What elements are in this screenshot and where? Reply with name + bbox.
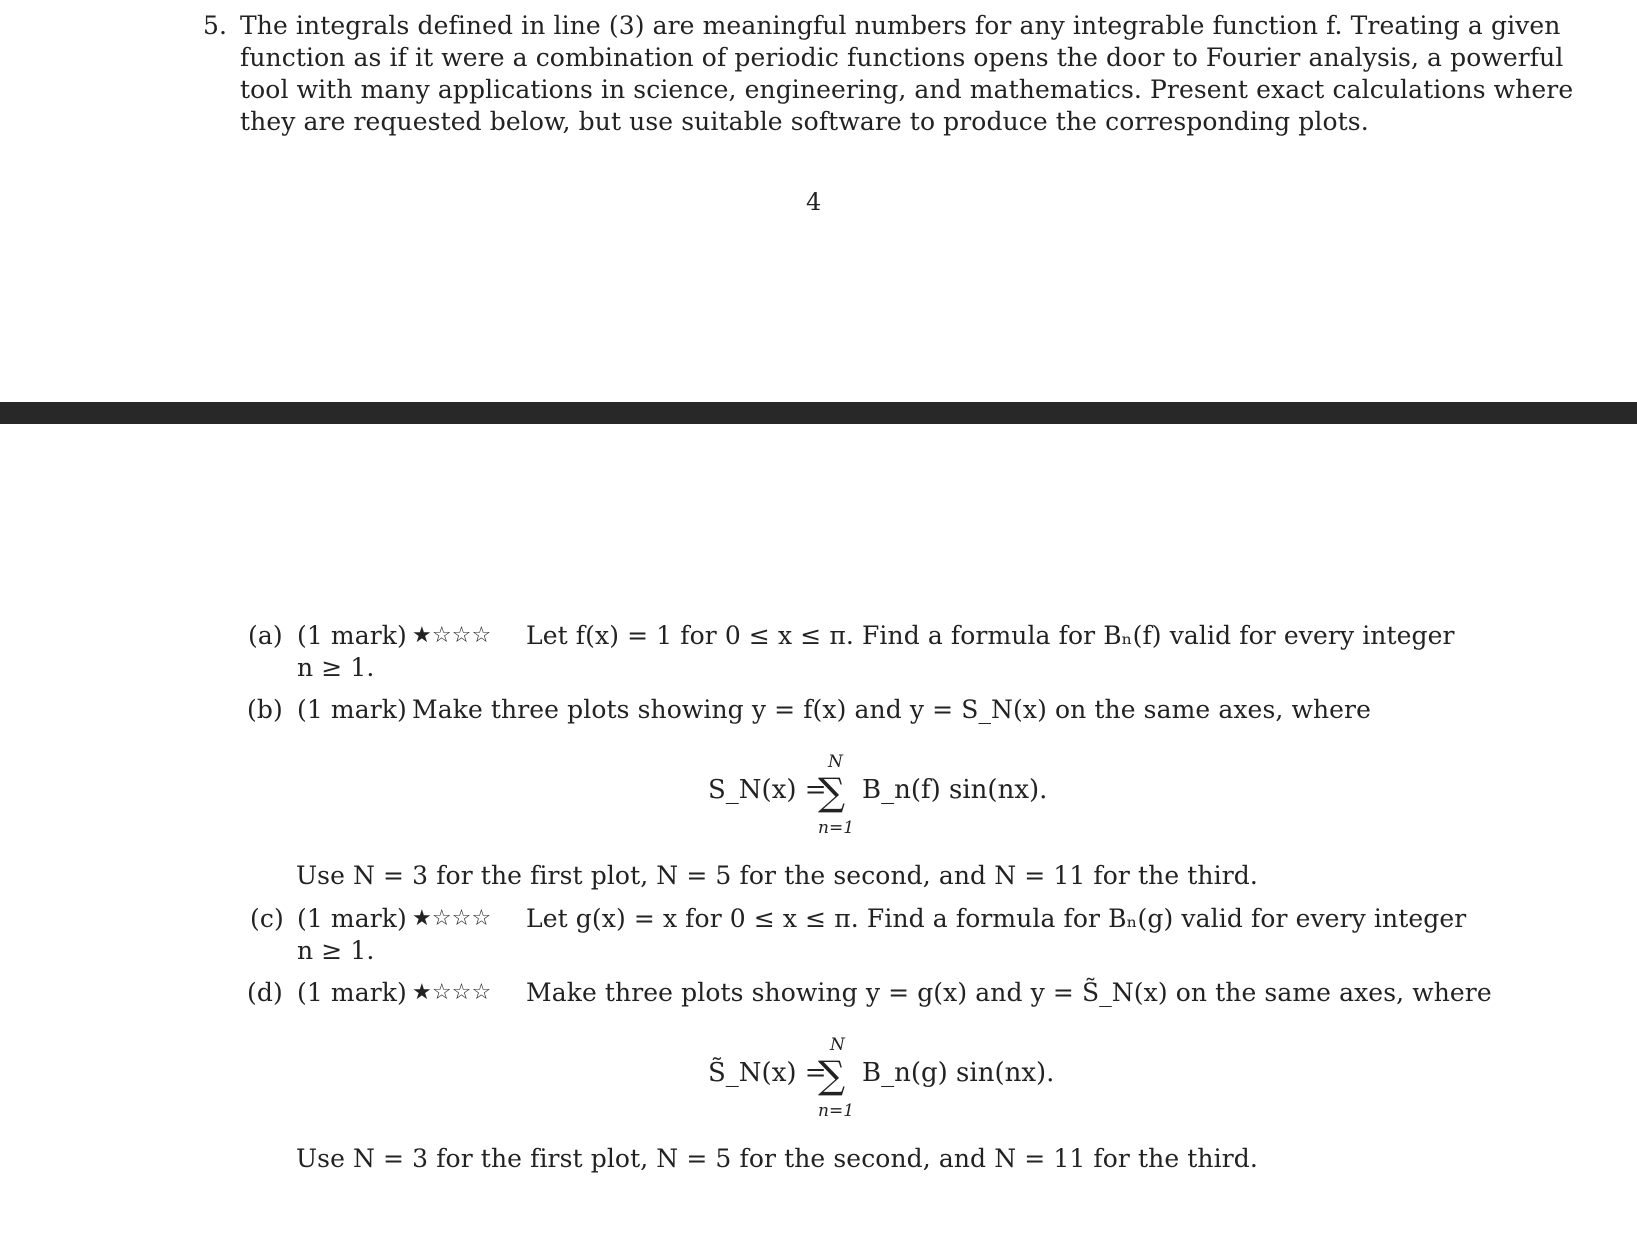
page-separator-bar [0,402,1637,424]
formula-d-rhs: B_n(g) sin(nx). [862,1058,1055,1088]
part-c-difficulty-stars-icon: ★☆☆☆ [412,906,492,931]
part-d-marks: (1 mark) [297,978,407,1007]
part-a-difficulty-stars-icon: ★☆☆☆ [412,623,492,648]
part-d-text: Make three plots showing y = g(x) and y = S̃_N(x) on the same axes, where [526,978,1492,1007]
part-d-label: (d) [247,978,283,1007]
intro-line-3: tool with many applications in science, engineering, and mathematics. Present exact calculations where [240,75,1574,104]
formula-b-sigma-icon: ∑ [818,770,846,814]
part-a-line-2: n ≥ 1. [297,653,375,682]
formula-d-lhs: S̃_N(x) = [708,1058,827,1088]
part-a-marks: (1 mark) [297,621,407,650]
part-b-marks: (1 mark) [297,695,407,724]
part-d-use: Use N = 3 for the first plot, N = 5 for the second, and N = 11 for the third. [296,1144,1258,1173]
part-b-label: (b) [247,695,283,724]
formula-d-upper-limit: N [830,1035,845,1055]
intro-line-1: The integrals defined in line (3) are meaningful numbers for any integrable function f. Treating a given [240,11,1561,40]
part-d-difficulty-stars-icon: ★☆☆☆ [412,980,492,1005]
part-b-use: Use N = 3 for the first plot, N = 5 for the second, and N = 11 for the third. [296,861,1258,890]
formula-b-upper-limit: N [828,752,843,772]
part-c-line-1: Let g(x) = x for 0 ≤ x ≤ π. Find a formula for Bₙ(g) valid for every integer [526,904,1467,933]
page-number: 4 [806,188,822,216]
intro-line-4: they are requested below, but use suitable software to produce the corresponding plots. [240,107,1369,136]
part-c-marks: (1 mark) [297,904,407,933]
part-a-line-1: Let f(x) = 1 for 0 ≤ x ≤ π. Find a formula for Bₙ(f) valid for every integer [526,621,1455,650]
formula-b-lhs: S_N(x) = [708,775,827,805]
intro-line-2: function as if it were a combination of periodic functions opens the door to Fourier analysis, a powerful [240,43,1564,72]
formula-b-lower-limit: n=1 [818,818,855,838]
formula-b-rhs: B_n(f) sin(nx). [862,775,1048,805]
problem-number: 5. [203,11,228,40]
part-b-text: Make three plots showing y = f(x) and y = S_N(x) on the same axes, where [412,695,1372,724]
part-c-label: (c) [250,904,284,933]
formula-d-lower-limit: n=1 [818,1101,855,1121]
part-a-label: (a) [248,621,283,650]
part-c-line-2: n ≥ 1. [297,936,375,965]
formula-d-sigma-icon: ∑ [818,1053,846,1097]
